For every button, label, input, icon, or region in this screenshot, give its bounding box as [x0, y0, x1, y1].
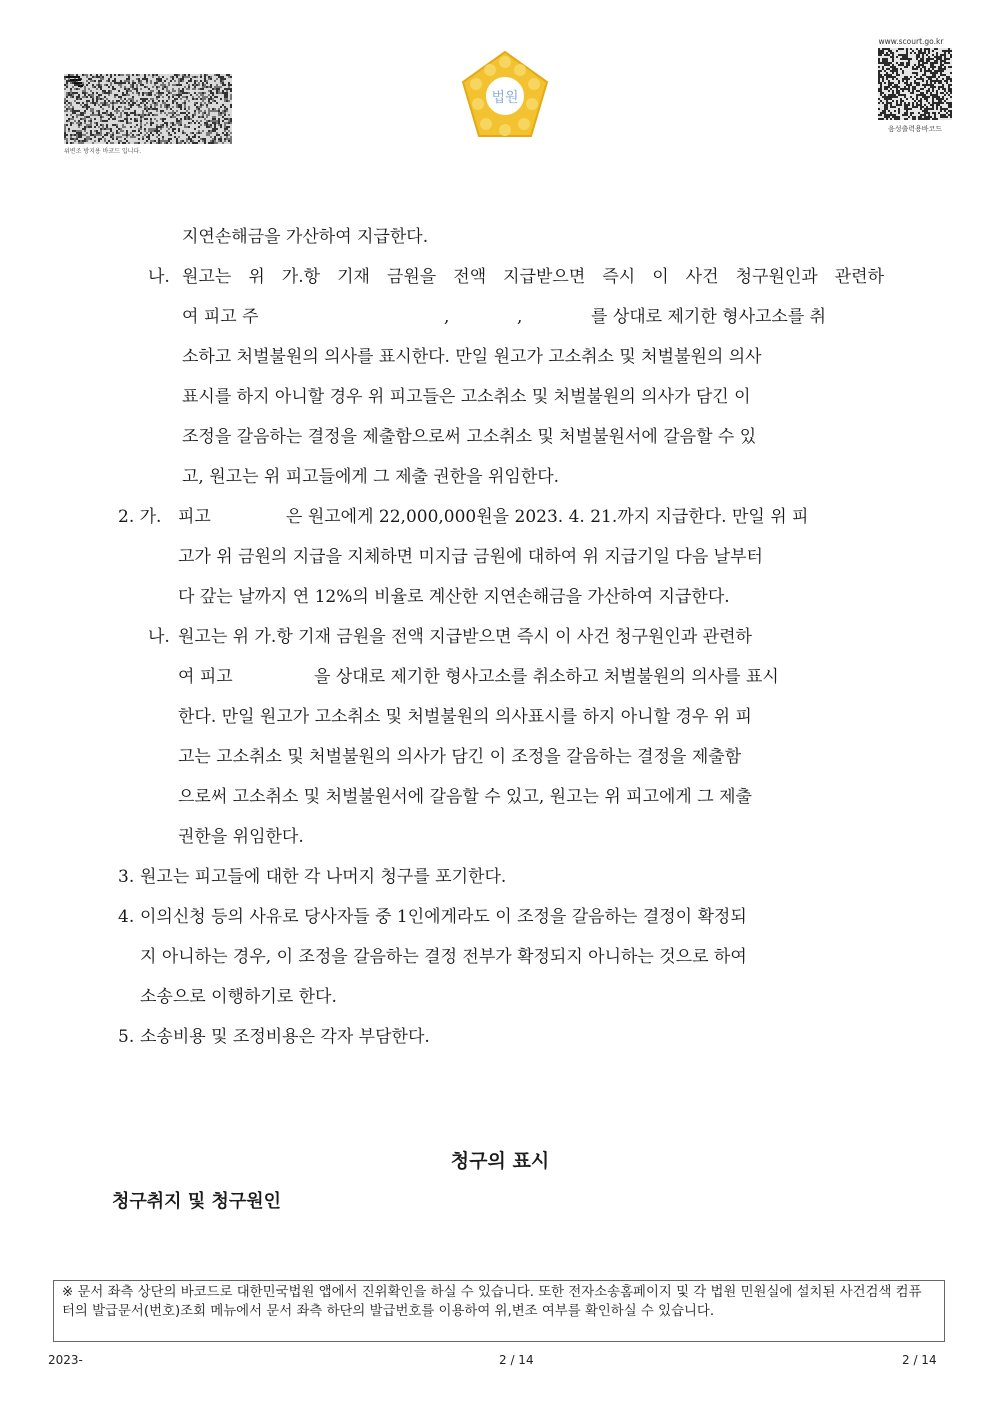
word: 이	[652, 267, 669, 287]
word: 전액	[453, 267, 487, 287]
voice-output-qr-code	[878, 48, 952, 120]
text-fragment: 여 피고 주	[182, 307, 259, 327]
page-number-center: 2 / 14	[499, 1353, 534, 1367]
text-fragment: 여 피고	[178, 667, 233, 687]
text-line: 표시를 하지 아니할 경우 위 피고들은 고소취소 및 처벌불원의 의사가 담긴 이	[182, 387, 751, 407]
text-line: 소송으로 이행하기로 한다.	[140, 987, 337, 1007]
verification-notice-text: ※ 문서 좌측 상단의 바코드로 대한민국법원 앱에서 진위확인을 하실 수 있습니다. 또한 전자소송홈페이지 및 각 법원 민원실에 설치된 사건검색 컴퓨터의 발급문서(번호)조회 메뉴에서 문서 좌측 하단의 발급번호를 이용하여 위,변조 여부를 확인하실 수 있습니다.	[62, 1285, 922, 1319]
text-line: 이의신청 등의 사유로 당사자들 중 1인에게라도 이 조정을 갈음하는 결정이 확정되	[140, 907, 747, 927]
anti-forgery-barcode	[64, 74, 232, 155]
court-seal-logo	[456, 48, 554, 146]
section-subtitle: 청구취지 및 청구원인	[112, 1191, 282, 1212]
word: 위	[248, 267, 265, 287]
word: 사건	[685, 267, 719, 287]
text-line: 지연손해금을 가산하여 지급한다.	[182, 227, 429, 247]
text-line: 고, 원고는 위 피고들에게 그 제출 권한을 위임한다.	[182, 467, 560, 487]
text-line: 소하고 처벌불원의 의사를 표시한다. 만일 원고가 고소취소 및 처벌불원의 의사	[182, 347, 762, 367]
item-marker: 3.	[118, 867, 135, 887]
word: 기재	[337, 267, 370, 287]
qr-caption: 음성출력용바코드	[887, 125, 943, 133]
word: 가.항	[281, 267, 321, 287]
text-fragment: 은 원고에게 22,000,000원을 2023. 4. 21.까지 지급한다. 만일 위 피	[286, 507, 809, 527]
text-fragment: ,	[444, 307, 450, 327]
item-marker: 나.	[148, 267, 170, 287]
issue-number: 2023-	[48, 1353, 83, 1367]
text-fragment: 를 상대로 제기한 형사고소를 취	[591, 307, 827, 327]
text-fragment: ,	[517, 307, 523, 327]
item-marker: 2. 가.	[118, 507, 162, 527]
text-fragment: 피고	[178, 507, 211, 527]
word: 원고는	[182, 267, 232, 287]
verification-notice-box	[53, 1280, 945, 1342]
text-fragment: 을 상대로 제기한 형사고소를 취소하고 처벌불원의 의사를 표시	[314, 667, 779, 687]
word: 청구원인과	[735, 267, 818, 287]
text-line: 원고는 위 가.항 기재 금원을 전액 지급받으면 즉시 이 사건 청구원인과 관련하	[178, 627, 752, 647]
qr-code-pattern	[878, 48, 952, 120]
word: 즉시	[602, 267, 636, 287]
word: 관련하	[834, 267, 884, 287]
text-line: 권한을 위임한다.	[178, 827, 304, 847]
text-line: 지 아니하는 경우, 이 조정을 갈음하는 결정 전부가 확정되지 아니하는 것으로 하여	[140, 947, 747, 967]
item-marker: 나.	[148, 627, 170, 647]
seal-label: 법원	[491, 90, 519, 106]
text-line: 으로써 고소취소 및 처벌불원서에 갈음할 수 있고, 원고는 위 피고에게 그 제출	[178, 787, 752, 807]
anti-forgery-barcode-pattern	[64, 74, 232, 144]
text-line: 고는 고소취소 및 처벌불원의 의사가 담긴 이 조정을 갈음하는 결정을 제출함	[178, 747, 742, 767]
court-site-url: www.scourt.go.kr	[878, 37, 944, 46]
page-number-right: 2 / 14	[902, 1353, 937, 1367]
item-marker: 4.	[118, 907, 135, 927]
word: 금원을	[386, 267, 437, 287]
text-line: 조정을 갈음하는 결정을 제출함으로써 고소취소 및 처벌불원서에 갈음할 수 있	[182, 427, 757, 447]
text-line: 고가 위 금원의 지급을 지체하면 미지급 금원에 대하여 위 지급기일 다음 날부터	[178, 547, 763, 567]
word: 지급받으면	[503, 267, 586, 287]
text-line: 소송비용 및 조정비용은 각자 부담한다.	[140, 1027, 430, 1047]
text-line: 한다. 만일 원고가 고소취소 및 처벌불원의 의사표시를 하지 아니할 경우 위 피	[178, 707, 752, 727]
anti-forgery-caption: 위변조 방지용 바코드 입니다.	[64, 148, 142, 155]
text-line: 다 갚는 날까지 연 12%의 비율로 계산한 지연손해금을 가산하여 지급한다.	[178, 587, 730, 607]
text-line: 원고는 피고들에 대한 각 나머지 청구를 포기한다.	[140, 867, 507, 887]
section-title: 청구의 표시	[450, 1150, 550, 1172]
item-marker: 5.	[118, 1027, 135, 1047]
text-line	[182, 266, 884, 288]
